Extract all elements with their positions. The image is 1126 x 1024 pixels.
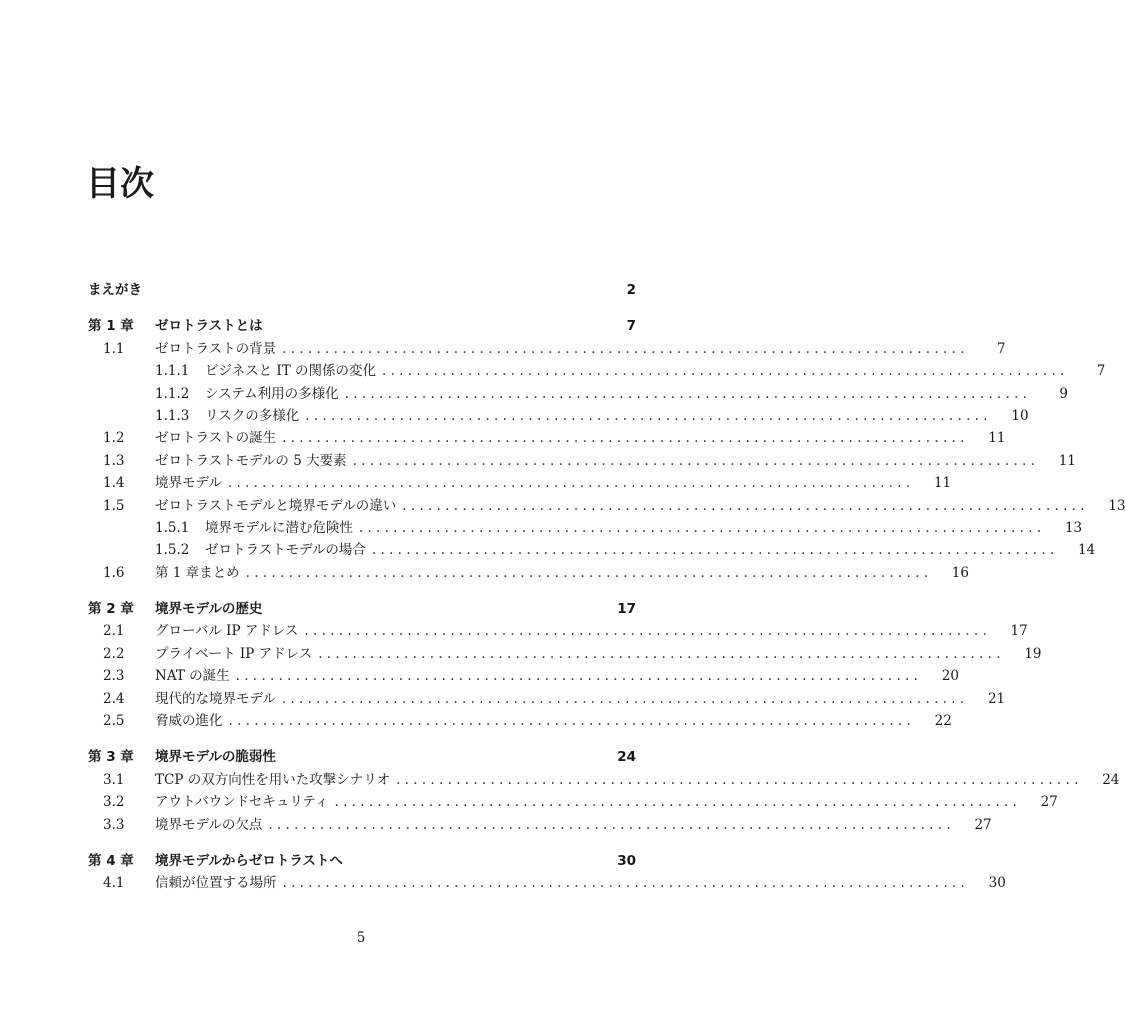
entry-number: 1.5.2 bbox=[155, 542, 190, 559]
entry-page-number: 2 bbox=[626, 282, 636, 298]
dot-leader: . . . . . . . . . . . . . . . . . . . . . . . . . . . . . . . . . . . . . . . . . . . . . . . . . . . . . . . . . . . . . . . . . . . . . . . . . . . . . . . . bbox=[402, 497, 1085, 514]
entry-title: ゼロトラストモデルと境界モデルの違い bbox=[155, 497, 397, 514]
dot-leader: . . . . . . . . . . . . . . . . . . . . . . . . . . . . . . . . . . . . . . . . . . . . . . . . . . . . . . . . . . . . . . . . . . . . . . . . . . . . . . . . bbox=[227, 475, 911, 492]
dot-leader: . . . . . . . . . . . . . . . . . . . . . . . . . . . . . . . . . . . . . . . . . . . . . . . . . . . . . . . . . . . . . . . . . . . . . . . . . . . . . . . . bbox=[282, 340, 965, 357]
entry-title: 境界モデルからゼロトラストへ bbox=[155, 852, 343, 869]
entry-number: 1.4 bbox=[103, 475, 125, 492]
dot-leader: . . . . . . . . . . . . . . . . . . . . . . . . . . . . . . . . . . . . . . . . . . . . . . . . . . . . . . . . . . . . . . . . . . . . . . . . . . . . . . . . bbox=[371, 542, 1055, 559]
toc-chapter-entry[interactable] bbox=[88, 746, 636, 768]
entry-number: 1.1.2 bbox=[155, 385, 190, 402]
entry-title: アウトバウンドセキュリティ bbox=[155, 794, 329, 811]
toc-section-entry[interactable] bbox=[88, 791, 1058, 813]
entry-page-number: 16 bbox=[951, 564, 969, 581]
entry-title: 境界モデルに潜む危険性 bbox=[205, 519, 353, 536]
entry-number: 2.4 bbox=[103, 690, 125, 707]
dot-leader: . . . . . . . . . . . . . . . . . . . . . . . . . . . . . . . . . . . . . . . . . . . . . . . . . . . . . . . . . . . . . . . . . . . . . . . . . . . . . . . . bbox=[318, 645, 1001, 662]
entry-title: 第 1 章まとめ bbox=[155, 564, 240, 581]
toc-section-entry[interactable] bbox=[88, 472, 952, 494]
entry-title: まえがき bbox=[88, 282, 142, 298]
entry-page-number: 7 bbox=[996, 340, 1006, 357]
toc-subsection-entry[interactable] bbox=[88, 539, 1096, 561]
entry-page-number: 21 bbox=[987, 690, 1006, 707]
dot-leader: . . . . . . . . . . . . . . . . . . . . . . . . . . . . . . . . . . . . . . . . . . . . . . . . . . . . . . . . . . . . . . . . . . . . . . . . . . . . . . . . bbox=[281, 690, 965, 707]
dot-leader: . . . . . . . . . . . . . . . . . . . . . . . . . . . . . . . . . . . . . . . . . . . . . . . . . . . . . . . . . . . . . . . . . . . . . . . . . . . . . . . . bbox=[235, 668, 918, 685]
entry-page-number: 19 bbox=[1024, 645, 1042, 662]
entry-title: 境界モデルの欠点 bbox=[155, 816, 263, 833]
entry-title: 境界モデル bbox=[155, 475, 222, 492]
entry-number: 1.1.1 bbox=[155, 363, 190, 380]
entry-number: 3.2 bbox=[103, 794, 125, 811]
entry-number: 第 3 章 bbox=[88, 749, 134, 766]
entry-page-number: 11 bbox=[1058, 452, 1076, 469]
dot-leader: . . . . . . . . . . . . . . . . . . . . . . . . . . . . . . . . . . . . . . . . . . . . . . . . . . . . . . . . . . . . . . . . . . . . . . . . . . . . . . . . bbox=[282, 875, 965, 892]
toc-subsection-entry[interactable] bbox=[88, 383, 1068, 405]
entry-number: 第 2 章 bbox=[88, 601, 134, 618]
entry-number: 2.1 bbox=[103, 623, 125, 640]
dot-leader: . . . . . . . . . . . . . . . . . . . . . . . . . . . . . . . . . . . . . . . . . . . . . . . . . . . . . . . . . . . . . . . . . . . . . . . . . . . . . . . . bbox=[268, 816, 951, 833]
entry-page-number: 10 bbox=[1011, 407, 1029, 424]
entry-page-number: 17 bbox=[1010, 623, 1028, 640]
dot-leader: . . . . . . . . . . . . . . . . . . . . . . . . . . . . . . . . . . . . . . . . . . . . . . . . . . . . . . . . . . . . . . . . . . . . . . . . . . . . . . . . bbox=[305, 407, 988, 424]
entry-title: プライベート IP アドレス bbox=[155, 645, 313, 662]
toc-section-entry[interactable] bbox=[88, 688, 1006, 710]
dot-leader: . . . . . . . . . . . . . . . . . . . . . . . . . . . . . . . . . . . . . . . . . . . . . . . . . . . . . . . . . . . . . . . . . . . . . . . . . . . . . . . . bbox=[358, 519, 1042, 536]
dot-leader: . . . . . . . . . . . . . . . . . . . . . . . . . . . . . . . . . . . . . . . . . . . . . . . . . . . . . . . . . . . . . . . . . . . . . . . . . . . . . . . . bbox=[352, 452, 1035, 469]
toc-section-entry[interactable] bbox=[88, 450, 1076, 472]
toc-subsection-entry[interactable] bbox=[88, 360, 1106, 382]
entry-page-number: 17 bbox=[617, 601, 636, 618]
toc-section-entry[interactable] bbox=[88, 643, 1042, 665]
entry-number: 3.1 bbox=[103, 771, 125, 788]
dot-leader: . . . . . . . . . . . . . . . . . . . . . . . . . . . . . . . . . . . . . . . . . . . . . . . . . . . . . . . . . . . . . . . . . . . . . . . . . . . . . . . . bbox=[304, 623, 987, 640]
page-number: 5 bbox=[356, 930, 366, 946]
dot-leader: . . . . . . . . . . . . . . . . . . . . . . . . . . . . . . . . . . . . . . . . . . . . . . . . . . . . . . . . . . . . . . . . . . . . . . . . . . . . . . . . bbox=[282, 430, 965, 447]
entry-page-number: 20 bbox=[941, 668, 959, 685]
entry-number: 1.1.3 bbox=[155, 407, 190, 424]
toc-section-entry[interactable] bbox=[88, 338, 1006, 360]
dot-leader: . . . . . . . . . . . . . . . . . . . . . . . . . . . . . . . . . . . . . . . . . . . . . . . . . . . . . . . . . . . . . . . . . . . . . . . . . . . . . . . . bbox=[228, 713, 911, 730]
entry-title: 境界モデルの脆弱性 bbox=[155, 749, 276, 766]
entry-title: 脅威の進化 bbox=[155, 713, 223, 730]
entry-title: 境界モデルの歴史 bbox=[155, 601, 263, 618]
toc-section-entry[interactable] bbox=[88, 872, 1006, 894]
entry-title: ゼロトラストモデルの場合 bbox=[205, 542, 366, 559]
entry-number: 1.1 bbox=[103, 340, 125, 357]
entry-page-number: 27 bbox=[974, 816, 992, 833]
entry-page-number: 11 bbox=[933, 475, 952, 492]
entry-page-number: 30 bbox=[988, 875, 1006, 892]
entry-page-number: 11 bbox=[988, 430, 1006, 447]
entry-number: 1.6 bbox=[103, 564, 125, 581]
entry-number: 2.5 bbox=[103, 713, 125, 730]
entry-title: グローバル IP アドレス bbox=[155, 623, 299, 640]
entry-title: ゼロトラストモデルの 5 大要素 bbox=[155, 452, 347, 469]
entry-number: 1.5 bbox=[103, 497, 125, 514]
toc-section-entry[interactable] bbox=[88, 665, 959, 687]
page-title: 目次 bbox=[86, 164, 154, 204]
entry-title: ゼロトラストとは bbox=[155, 318, 263, 335]
entry-page-number: 14 bbox=[1078, 542, 1096, 559]
entry-title: ゼロトラストの背景 bbox=[155, 340, 277, 357]
entry-number: 1.2 bbox=[103, 430, 125, 447]
entry-number: 2.3 bbox=[103, 668, 125, 685]
table-of-contents bbox=[88, 279, 1126, 895]
entry-title: 信頼が位置する場所 bbox=[155, 875, 277, 892]
dot-leader: . . . . . . . . . . . . . . . . . . . . . . . . . . . . . . . . . . . . . . . . . . . . . . . . . . . . . . . . . . . . . . . . . . . . . . . . . . . . . . . . bbox=[344, 385, 1027, 402]
entry-page-number: 24 bbox=[617, 749, 636, 766]
toc-chapter-entry[interactable] bbox=[88, 850, 636, 872]
toc-section-entry[interactable] bbox=[88, 495, 1126, 517]
entry-page-number: 13 bbox=[1064, 519, 1083, 536]
toc-subsection-entry[interactable] bbox=[88, 405, 1029, 427]
entry-number: 1.3 bbox=[103, 452, 125, 469]
entry-page-number: 27 bbox=[1040, 794, 1058, 811]
entry-page-number: 13 bbox=[1108, 497, 1126, 514]
entry-page-number: 22 bbox=[934, 713, 952, 730]
entry-title: 現代的な境界モデル bbox=[155, 690, 276, 707]
entry-number: 2.2 bbox=[103, 645, 125, 662]
entry-title: NAT の誕生 bbox=[155, 668, 230, 685]
entry-page-number: 7 bbox=[1096, 363, 1106, 380]
entry-page-number: 9 bbox=[1059, 385, 1068, 402]
entry-page-number: 7 bbox=[626, 318, 636, 335]
entry-page-number: 30 bbox=[617, 852, 636, 869]
toc-chapter-entry[interactable] bbox=[88, 279, 636, 301]
entry-title: ゼロトラストの誕生 bbox=[155, 430, 277, 447]
toc-chapter-entry[interactable] bbox=[88, 315, 636, 337]
entry-title: リスクの多様化 bbox=[205, 407, 300, 424]
toc-section-entry[interactable] bbox=[88, 710, 952, 732]
toc-subsection-entry[interactable] bbox=[88, 517, 1083, 539]
entry-title: システム利用の多様化 bbox=[205, 385, 339, 402]
toc-section-entry[interactable] bbox=[88, 769, 1120, 791]
dot-leader: . . . . . . . . . . . . . . . . . . . . . . . . . . . . . . . . . . . . . . . . . . . . . . . . . . . . . . . . . . . . . . . . . . . . . . . . . . . . . . . . bbox=[334, 794, 1017, 811]
entry-number: 第 4 章 bbox=[88, 852, 134, 869]
entry-number: 第 1 章 bbox=[88, 318, 134, 335]
toc-section-entry[interactable] bbox=[88, 814, 992, 836]
toc-chapter-entry[interactable] bbox=[88, 598, 636, 620]
entry-number: 1.5.1 bbox=[155, 519, 190, 536]
entry-number: 3.3 bbox=[103, 816, 125, 833]
entry-title: ビジネスと IT の関係の変化 bbox=[205, 363, 377, 380]
dot-leader: . . . . . . . . . . . . . . . . . . . . . . . . . . . . . . . . . . . . . . . . . . . . . . . . . . . . . . . . . . . . . . . . . . . . . . . . . . . . . . . . bbox=[382, 363, 1065, 380]
toc-section-entry[interactable] bbox=[88, 620, 1028, 642]
dot-leader: . . . . . . . . . . . . . . . . . . . . . . . . . . . . . . . . . . . . . . . . . . . . . . . . . . . . . . . . . . . . . . . . . . . . . . . . . . . . . . . . bbox=[245, 564, 928, 581]
entry-number: 4.1 bbox=[103, 875, 125, 892]
toc-section-entry[interactable] bbox=[88, 562, 969, 584]
dot-leader: . . . . . . . . . . . . . . . . . . . . . . . . . . . . . . . . . . . . . . . . . . . . . . . . . . . . . . . . . . . . . . . . . . . . . . . . . . . . . . . . bbox=[396, 771, 1079, 788]
toc-section-entry[interactable] bbox=[88, 427, 1006, 449]
entry-title: TCP の双方向性を用いた攻撃シナリオ bbox=[155, 771, 391, 788]
entry-page-number: 24 bbox=[1102, 771, 1120, 788]
